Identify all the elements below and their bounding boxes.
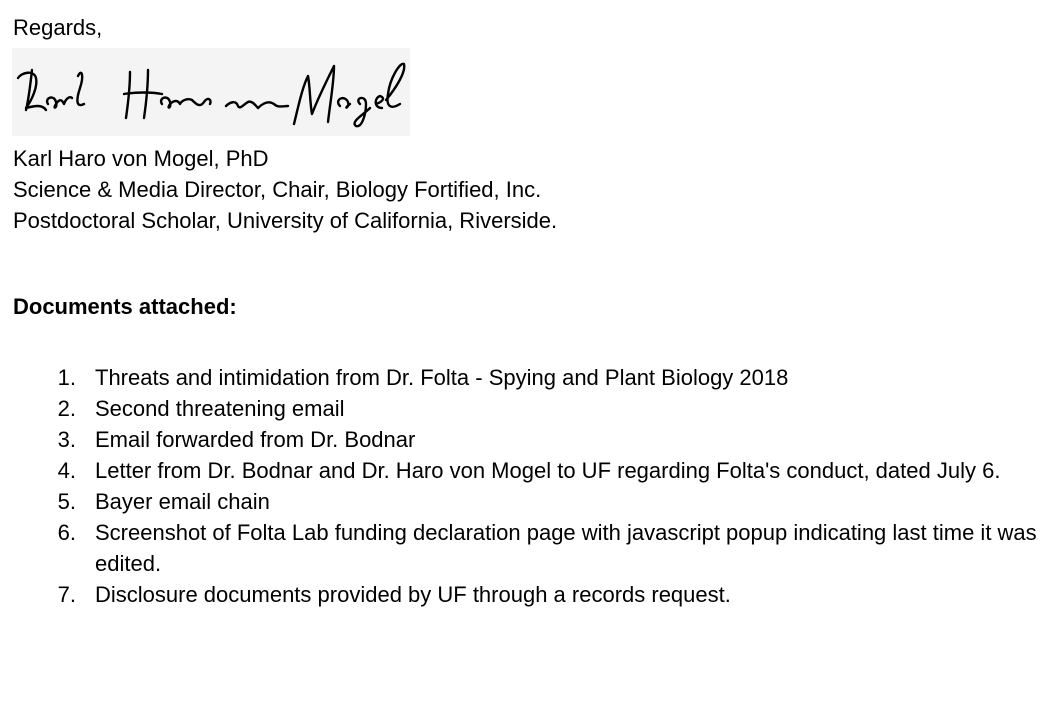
signature-image [12, 48, 410, 136]
signatory-title-1: Science & Media Director, Chair, Biology Fortified, Inc. [13, 177, 542, 202]
list-item-number: 5. [57, 489, 76, 514]
list-item-text: Screenshot of Folta Lab funding declaration page with javascript popup indicating last time it was edited. [95, 520, 1037, 576]
list-item-number: 1. [57, 365, 76, 390]
list-item-number: 6. [57, 520, 76, 545]
list-item [40, 486, 1060, 517]
list-item-text: Threats and intimidation from Dr. Folta - Spying and Plant Biology 2018 [95, 365, 789, 390]
list-item-text: Email forwarded from Dr. Bodnar [95, 427, 416, 452]
list-item [40, 393, 1060, 424]
letter-closing: Regards, [13, 15, 103, 40]
list-item [40, 579, 1060, 610]
list-item-number: 3. [57, 427, 76, 452]
list-item [40, 517, 1060, 579]
attachments-heading: Documents attached: [13, 294, 237, 319]
signatory-title-2: Postdoctoral Scholar, University of California, Riverside. [13, 208, 558, 233]
signatory-name: Karl Haro von Mogel, PhD [13, 146, 269, 171]
list-item-text: Second threatening email [95, 396, 345, 421]
list-item-text: Disclosure documents provided by UF through a records request. [95, 582, 731, 607]
list-item-number: 4. [57, 458, 76, 483]
list-item [40, 362, 1060, 393]
list-item-number: 2. [57, 396, 76, 421]
signatory-block [13, 143, 557, 236]
list-item-text: Bayer email chain [95, 489, 270, 514]
list-item-text: Letter from Dr. Bodnar and Dr. Haro von Mogel to UF regarding Folta's conduct, dated July 6. [95, 458, 1001, 483]
attachments-list [40, 362, 1060, 610]
list-item [40, 424, 1060, 455]
list-item-number: 7. [57, 582, 76, 607]
list-item [40, 455, 1060, 486]
handwritten-signature [12, 48, 410, 136]
